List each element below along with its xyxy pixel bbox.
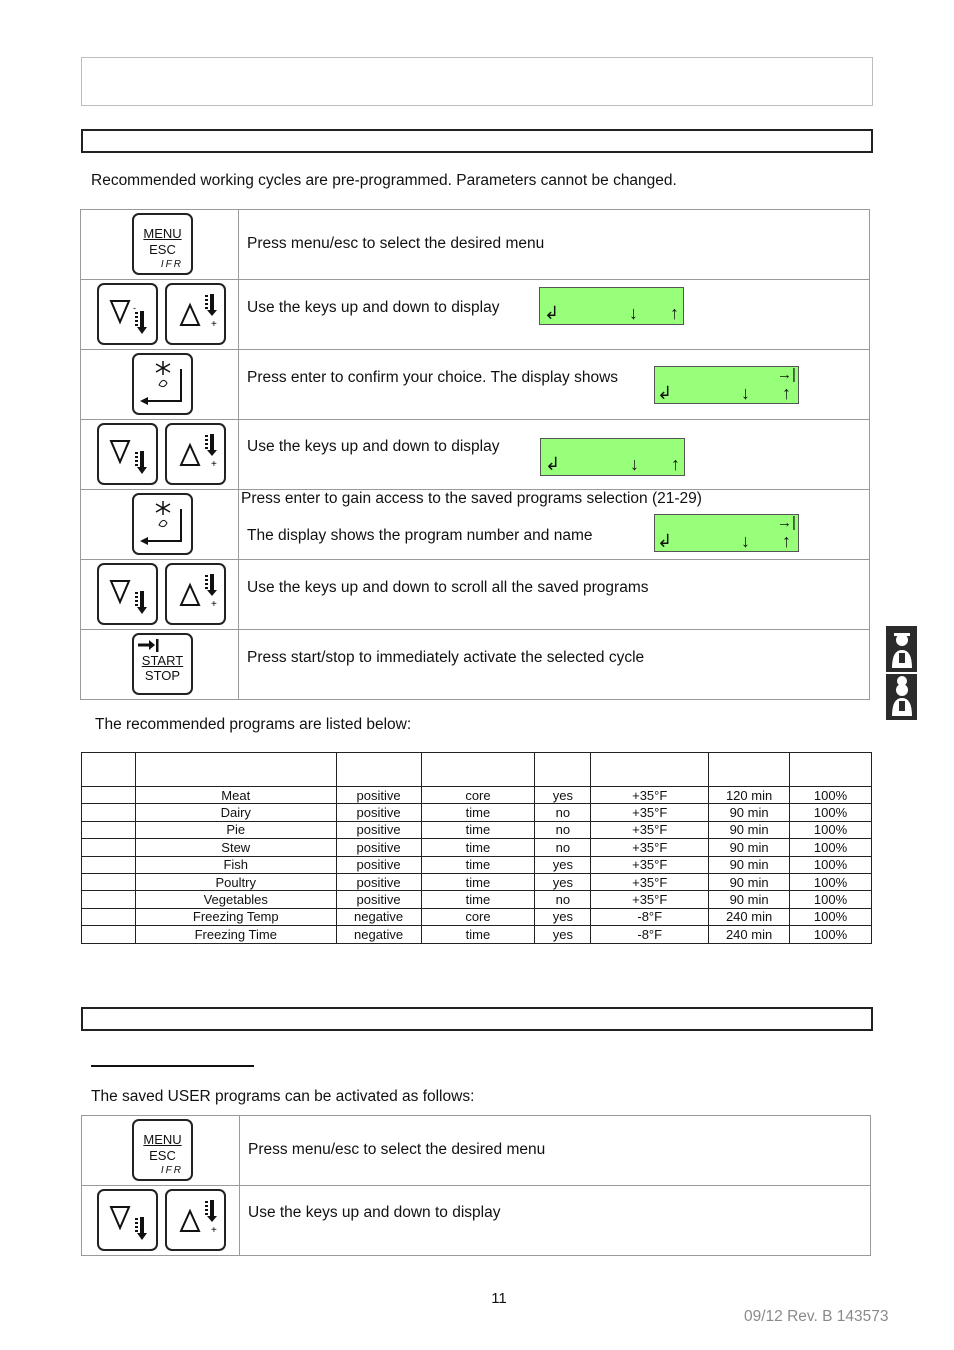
table-cell <box>82 804 136 821</box>
table-cell <box>82 908 136 925</box>
table-body <box>82 787 872 944</box>
menu-esc-key[interactable] <box>132 1119 193 1181</box>
table-cell: 100% <box>790 891 872 908</box>
step-icons <box>81 630 239 699</box>
table-cell: +35°F <box>591 821 709 838</box>
svg-text:+: + <box>211 599 217 610</box>
up-key[interactable] <box>165 423 226 485</box>
table-cell: no <box>535 821 591 838</box>
step-row <box>81 210 869 280</box>
lcd-up-icon: ↑ <box>670 303 679 323</box>
header-cell <box>535 753 591 787</box>
table-cell: positive <box>336 873 421 890</box>
lcd-display <box>540 438 685 476</box>
table-header-row <box>82 753 872 787</box>
up-key[interactable] <box>165 283 226 345</box>
lcd-next-icon: →| <box>777 366 796 383</box>
step-icons <box>81 210 239 279</box>
page-number: 11 <box>491 1290 507 1307</box>
table-cell: positive <box>336 787 421 804</box>
table-cell: yes <box>535 926 591 943</box>
table-cell: -8°F <box>591 908 709 925</box>
down-triangle-icon <box>99 425 156 483</box>
lcd-display <box>654 366 799 404</box>
down-triangle-icon <box>99 565 156 623</box>
table-cell: 120 min <box>709 787 790 804</box>
step-icons <box>82 1186 240 1255</box>
table-cell: yes <box>535 787 591 804</box>
svg-text:+: + <box>211 1225 217 1236</box>
table-cell: positive <box>336 804 421 821</box>
start-key-label: START <box>141 653 184 668</box>
step-icons <box>81 350 239 419</box>
step-row <box>81 280 869 350</box>
table-cell: time <box>421 926 535 943</box>
table-cell: yes <box>535 856 591 873</box>
table-row <box>82 804 872 821</box>
programs-intro-text: The recommended programs are listed below: <box>95 716 412 733</box>
lcd-down-icon: ↓ <box>741 531 750 551</box>
table-cell <box>82 821 136 838</box>
table-cell: 100% <box>790 804 872 821</box>
table-cell <box>82 839 136 856</box>
header-cell <box>135 753 336 787</box>
step-text: Use the keys up and down to display <box>247 438 500 455</box>
table-cell: yes <box>535 908 591 925</box>
table-cell: 90 min <box>709 873 790 890</box>
lcd-down-icon: ↓ <box>629 303 638 323</box>
side-tab-chef[interactable] <box>886 674 917 720</box>
enter-key[interactable] <box>132 493 193 555</box>
header-cell <box>790 753 872 787</box>
down-key[interactable] <box>97 283 158 345</box>
enter-key[interactable] <box>132 353 193 415</box>
table-cell: +35°F <box>591 891 709 908</box>
table-cell <box>82 891 136 908</box>
step-row <box>82 1116 870 1186</box>
header-box <box>81 57 873 106</box>
menu-key-label: MENU <box>143 226 182 241</box>
lcd-enter-icon: ↲ <box>657 531 673 551</box>
enter-snowflake-icon <box>134 495 191 553</box>
menu-key-label: MENU <box>143 1132 182 1147</box>
table-row <box>82 891 872 908</box>
step-row <box>82 1186 870 1256</box>
enter-snowflake-icon <box>134 355 191 413</box>
table-cell: Freezing Time <box>135 926 336 943</box>
table-cell: +35°F <box>591 839 709 856</box>
table-cell: 90 min <box>709 856 790 873</box>
table-row <box>82 839 872 856</box>
step-text: Press menu/esc to select the desired menu <box>248 1141 546 1158</box>
step-text: Press enter to confirm your choice. The display shows <box>247 369 619 386</box>
table-cell: +35°F <box>591 804 709 821</box>
table-cell: positive <box>336 821 421 838</box>
header-cell <box>421 753 535 787</box>
revision-label: 09/12 Rev. B 143573 <box>744 1308 889 1325</box>
up-key[interactable] <box>165 563 226 625</box>
table-cell: +35°F <box>591 856 709 873</box>
table-cell: Poultry <box>135 873 336 890</box>
steps-table-user <box>81 1115 871 1256</box>
table-cell: -8°F <box>591 926 709 943</box>
table-cell: positive <box>336 839 421 856</box>
recommended-programs-table <box>81 752 872 944</box>
header-cell <box>709 753 790 787</box>
ifr-logo: IFR <box>160 259 183 270</box>
down-key[interactable] <box>97 423 158 485</box>
table-cell: Dairy <box>135 804 336 821</box>
intro-text: Recommended working cycles are pre-programmed. Parameters cannot be changed. <box>91 172 677 189</box>
step-row <box>81 420 869 490</box>
svg-text:+: + <box>211 319 217 330</box>
esc-key-label: ESC <box>149 242 176 257</box>
step-text: Press start/stop to immediately activate the selected cycle <box>247 649 645 666</box>
step-text: Press menu/esc to select the desired menu <box>247 235 545 252</box>
lcd-enter-icon: ↲ <box>545 454 561 474</box>
ifr-logo: IFR <box>160 1165 183 1176</box>
step-icons <box>81 280 239 349</box>
table-cell: yes <box>535 873 591 890</box>
table-cell: time <box>421 891 535 908</box>
stop-key-label: STOP <box>144 668 181 683</box>
table-cell: Stew <box>135 839 336 856</box>
table-cell: 240 min <box>709 926 790 943</box>
table-cell <box>82 926 136 943</box>
step-row <box>81 630 869 700</box>
lcd-enter-icon: ↲ <box>657 383 673 403</box>
lcd-up-icon: ↑ <box>671 454 680 474</box>
technician-icon <box>886 626 917 672</box>
steps-table-recommended <box>80 209 870 700</box>
table-cell: no <box>535 839 591 856</box>
table-cell: Freezing Temp <box>135 908 336 925</box>
table-cell: 100% <box>790 821 872 838</box>
table-cell: 100% <box>790 856 872 873</box>
table-cell: time <box>421 839 535 856</box>
table-cell: 100% <box>790 908 872 925</box>
table-cell: +35°F <box>591 873 709 890</box>
table-cell: 90 min <box>709 891 790 908</box>
table-cell: time <box>421 821 535 838</box>
table-row <box>82 856 872 873</box>
down-triangle-icon <box>99 1191 156 1249</box>
up-triangle-icon <box>167 565 224 623</box>
table-cell: 90 min <box>709 821 790 838</box>
table-row <box>82 908 872 925</box>
side-tab-technician[interactable] <box>886 626 917 672</box>
table-cell: Vegetables <box>135 891 336 908</box>
table-cell: Pie <box>135 821 336 838</box>
step-icons <box>81 420 239 489</box>
table-cell: +35°F <box>591 787 709 804</box>
table-cell <box>82 856 136 873</box>
table-cell: time <box>421 856 535 873</box>
table-row <box>82 926 872 943</box>
table-cell: 100% <box>790 787 872 804</box>
down-key[interactable] <box>97 1189 158 1251</box>
step-text: Press enter to gain access to the saved programs selection (21-29) <box>241 490 702 507</box>
header-cell <box>82 753 136 787</box>
lcd-display <box>539 287 684 325</box>
up-triangle-icon <box>167 425 224 483</box>
down-triangle-icon <box>99 285 156 343</box>
table-cell: core <box>421 787 535 804</box>
step-icons <box>82 1116 240 1185</box>
table-cell: Meat <box>135 787 336 804</box>
down-key[interactable] <box>97 563 158 625</box>
start-stop-key[interactable] <box>132 633 193 695</box>
step-text: Use the keys up and down to scroll all the saved programs <box>247 579 649 596</box>
table-cell: no <box>535 891 591 908</box>
lcd-down-icon: ↓ <box>630 454 639 474</box>
header-cell <box>336 753 421 787</box>
table-row <box>82 821 872 838</box>
svg-text:-: - <box>133 303 136 313</box>
lcd-enter-icon: ↲ <box>544 303 560 323</box>
step-row <box>81 350 869 420</box>
table-cell: positive <box>336 891 421 908</box>
step-row <box>81 490 869 560</box>
table-cell: 100% <box>790 839 872 856</box>
subheading-underline <box>91 1065 254 1067</box>
table-cell: 100% <box>790 873 872 890</box>
table-cell: Fish <box>135 856 336 873</box>
user-intro-text: The saved USER programs can be activated as follows: <box>91 1088 475 1105</box>
table-cell: 100% <box>790 926 872 943</box>
table-cell: negative <box>336 926 421 943</box>
lcd-down-icon: ↓ <box>741 383 750 403</box>
step-icons <box>81 490 239 559</box>
step-row <box>81 560 869 630</box>
up-triangle-icon <box>167 1191 224 1249</box>
table-row <box>82 787 872 804</box>
svg-text:+: + <box>211 459 217 470</box>
lcd-display <box>654 514 799 552</box>
up-key[interactable] <box>165 1189 226 1251</box>
table-cell: time <box>421 804 535 821</box>
lcd-up-icon: ↑ <box>782 531 791 551</box>
header-cell <box>591 753 709 787</box>
table-cell <box>82 787 136 804</box>
table-cell: time <box>421 873 535 890</box>
table-cell <box>82 873 136 890</box>
step-text: Use the keys up and down to display <box>248 1204 501 1221</box>
table-cell: positive <box>336 856 421 873</box>
table-cell: no <box>535 804 591 821</box>
step-text: Use the keys up and down to display <box>247 299 500 316</box>
lcd-up-icon: ↑ <box>782 383 791 403</box>
chef-icon <box>886 674 917 720</box>
table-cell: core <box>421 908 535 925</box>
table-row <box>82 873 872 890</box>
table-cell: 90 min <box>709 839 790 856</box>
table-cell: negative <box>336 908 421 925</box>
table-cell: 90 min <box>709 804 790 821</box>
table-cell: 240 min <box>709 908 790 925</box>
lcd-next-icon: →| <box>777 514 796 531</box>
step-icons <box>81 560 239 629</box>
esc-key-label: ESC <box>149 1148 176 1163</box>
step-text-secondary: The display shows the program number and name <box>247 527 593 544</box>
section-heading-bar <box>81 129 873 153</box>
section-heading-bar <box>81 1007 873 1031</box>
up-triangle-icon <box>167 285 224 343</box>
menu-esc-key[interactable] <box>132 213 193 275</box>
